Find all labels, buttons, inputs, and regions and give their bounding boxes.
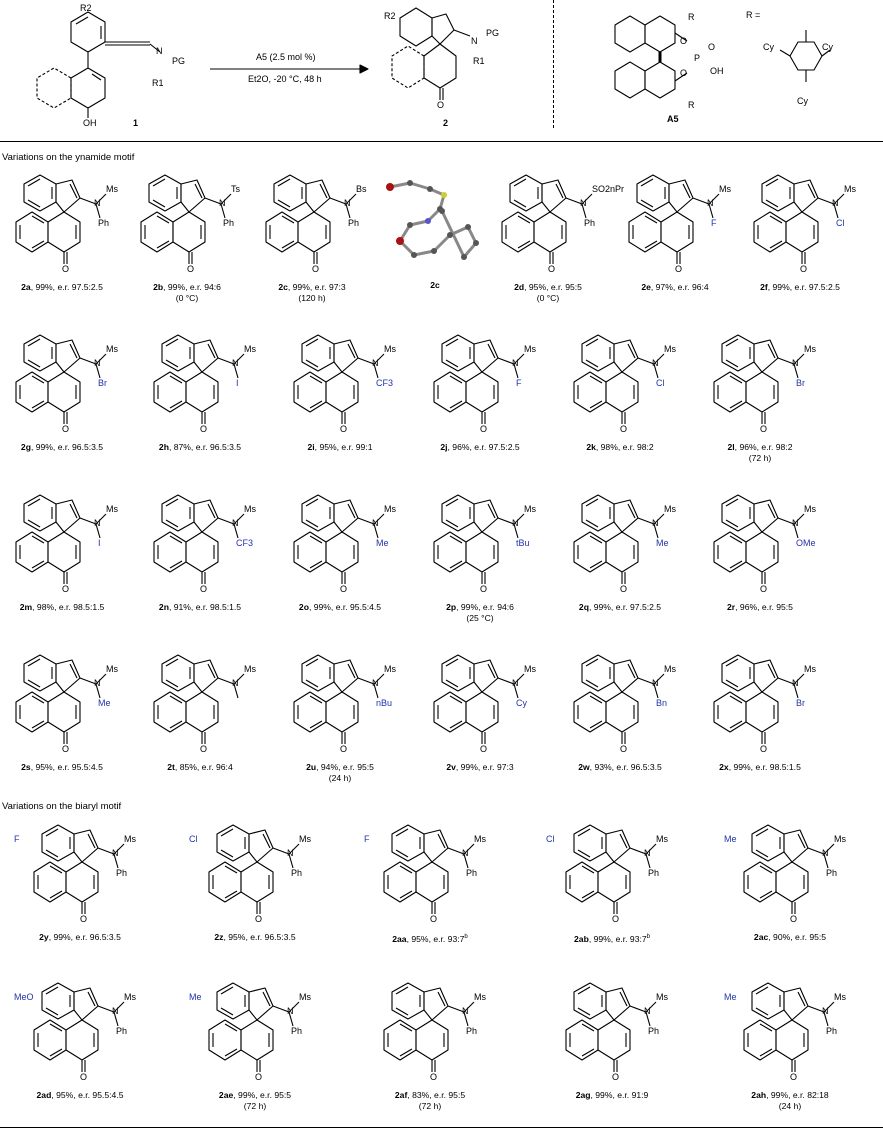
prod-compound-number: 2 bbox=[443, 118, 449, 128]
n-label: N bbox=[652, 358, 659, 368]
sm-pg-label: PG bbox=[172, 56, 186, 66]
caption-2w: 2w, 93%, e.r. 96.5:3.5 bbox=[578, 762, 662, 772]
caption-2ah: 2ah, 99%, e.r. 82:18 (24 h) bbox=[751, 1090, 829, 1111]
n-substituent-label: Ph bbox=[584, 218, 596, 228]
n-label: N bbox=[287, 1006, 294, 1016]
ring-substituent-label: Cl bbox=[189, 834, 198, 844]
cy-bottom: Cy bbox=[797, 96, 808, 106]
n-substituent-label: Cy bbox=[516, 698, 527, 708]
scheme-divider bbox=[553, 0, 554, 128]
sulfonyl-label: Ms bbox=[299, 834, 311, 844]
caption-2v: 2v, 99%, e.r. 97:3 bbox=[446, 762, 514, 772]
section-ynamide-title: Variations on the ynamide motif bbox=[2, 152, 135, 163]
n-substituent-label: OMe bbox=[796, 538, 816, 548]
carbonyl-o-label: O bbox=[340, 424, 348, 434]
prod-pg-label: PG bbox=[486, 28, 500, 38]
carbonyl-o-label: O bbox=[760, 424, 768, 434]
caption-2k: 2k, 98%, e.r. 98:2 bbox=[586, 442, 654, 452]
n-label: N bbox=[512, 358, 519, 368]
n-label: N bbox=[822, 848, 829, 858]
sulfonyl-label: Ms bbox=[656, 834, 668, 844]
n-substituent-label: Me bbox=[98, 698, 111, 708]
ring-substituent-label: Me bbox=[189, 992, 202, 1002]
sulfonyl-label: Ms bbox=[124, 992, 136, 1002]
n-label: N bbox=[94, 518, 101, 528]
n-substituent-label: Me bbox=[376, 538, 389, 548]
prod-r2-label: R2 bbox=[384, 11, 396, 21]
caption-2ag: 2ag, 99%, e.r. 91:9 bbox=[575, 1090, 649, 1100]
sulfonyl-label: Ms bbox=[804, 664, 816, 674]
n-substituent-label: Ph bbox=[291, 868, 303, 878]
carbonyl-o-label: O bbox=[760, 744, 768, 754]
sulfonyl-label: Ms bbox=[656, 992, 668, 1002]
sulfonyl-label: Ms bbox=[474, 834, 486, 844]
sulfonyl-label: Ms bbox=[524, 504, 536, 514]
carbonyl-o-label: O bbox=[800, 264, 808, 274]
sulfonyl-label: Ms bbox=[664, 344, 676, 354]
sulfonyl-label: Ms bbox=[244, 504, 256, 514]
n-substituent-label: I bbox=[236, 378, 239, 388]
carbonyl-o-label: O bbox=[62, 584, 70, 594]
n-label: N bbox=[512, 678, 519, 688]
n-label: N bbox=[832, 198, 839, 208]
sm-n-label: N bbox=[156, 46, 163, 56]
caption-2ac: 2ac, 90%, e.r. 95:5 bbox=[753, 932, 827, 942]
cy-right: Cy bbox=[822, 42, 833, 52]
n-label: N bbox=[287, 848, 294, 858]
caption-2h: 2h, 87%, e.r. 96.5:3.5 bbox=[158, 442, 242, 452]
n-label: N bbox=[344, 198, 351, 208]
ring-substituent-label: Cl bbox=[546, 834, 555, 844]
n-label: N bbox=[94, 678, 101, 688]
starting-material-structure bbox=[30, 0, 170, 130]
sulfonyl-label: Ms bbox=[524, 344, 536, 354]
sulfonyl-label: Ms bbox=[834, 992, 846, 1002]
sulfonyl-label: Ms bbox=[719, 184, 731, 194]
carbonyl-o-label: O bbox=[790, 914, 798, 924]
prod-o-label: O bbox=[437, 100, 445, 110]
sulfonyl-label: Ms bbox=[804, 344, 816, 354]
ring-substituent-label: F bbox=[364, 834, 370, 844]
caption-2ab: 2ab, 99%, e.r. 93:7$^b$ bbox=[574, 933, 650, 944]
n-substituent-label: Bn bbox=[656, 698, 668, 708]
caption-2s: 2s, 95%, e.r. 95.5:4.5 bbox=[21, 762, 103, 772]
n-substituent-label: Ph bbox=[348, 218, 360, 228]
n-substituent-label: Ph bbox=[648, 868, 660, 878]
carbonyl-o-label: O bbox=[430, 914, 438, 924]
n-substituent-label: Ph bbox=[116, 868, 128, 878]
carbonyl-o-label: O bbox=[62, 424, 70, 434]
ring-substituent-label: F bbox=[14, 834, 20, 844]
n-label: N bbox=[792, 678, 799, 688]
carbonyl-o-label: O bbox=[480, 584, 488, 594]
carbonyl-o-label: O bbox=[200, 424, 208, 434]
sulfonyl-label: Ms bbox=[106, 344, 118, 354]
carbonyl-o-label: O bbox=[548, 264, 556, 274]
carbonyl-o-label: O bbox=[612, 914, 620, 924]
sulfonyl-label: Ms bbox=[524, 664, 536, 674]
n-substituent-label: Cl bbox=[656, 378, 665, 388]
ring-substituent-label: MeO bbox=[14, 992, 34, 1002]
carbonyl-o-label: O bbox=[80, 1072, 88, 1082]
ring-substituent-label: Me bbox=[724, 992, 737, 1002]
caption-2aa: 2aa, 95%, e.r. 93:7$^b$ bbox=[392, 933, 468, 944]
carbonyl-o-label: O bbox=[790, 1072, 798, 1082]
section-biaryl-title: Variations on the biaryl motif bbox=[2, 801, 122, 812]
cat-r-top: R bbox=[688, 12, 695, 22]
carbonyl-o-label: O bbox=[340, 584, 348, 594]
n-label: N bbox=[232, 518, 239, 528]
sulfonyl-label: SO2nPr bbox=[592, 184, 625, 194]
ring-substituent-label: Me bbox=[724, 834, 737, 844]
caption-2f: 2f, 99%, e.r. 97.5:2.5 bbox=[760, 282, 840, 292]
caption-2n: 2n, 91%, e.r. 98.5:1.5 bbox=[158, 602, 242, 612]
caption-2l: 2l, 96%, e.r. 98:2 (72 h) bbox=[727, 442, 793, 463]
n-substituent-label: Me bbox=[656, 538, 669, 548]
n-label: N bbox=[792, 358, 799, 368]
cat-o1: O bbox=[680, 36, 688, 46]
carbonyl-o-label: O bbox=[187, 264, 195, 274]
carbonyl-o-label: O bbox=[200, 744, 208, 754]
n-label: N bbox=[512, 518, 519, 528]
caption-2y: 2y, 99%, e.r. 96.5:3.5 bbox=[39, 932, 121, 942]
n-substituent-label: Ph bbox=[291, 1026, 303, 1036]
carbonyl-o-label: O bbox=[430, 1072, 438, 1082]
carbonyl-o-label: O bbox=[760, 584, 768, 594]
caption-2i: 2i, 95%, e.r. 99:1 bbox=[307, 442, 373, 452]
n-label: N bbox=[372, 678, 379, 688]
n-substituent-label: Ph bbox=[648, 1026, 660, 1036]
caption-2j: 2j, 96%, e.r. 97.5:2.5 bbox=[440, 442, 520, 452]
caption-2ae: 2ae, 99%, e.r. 95:5 (72 h) bbox=[218, 1090, 292, 1111]
cat-r-bot: R bbox=[688, 100, 695, 110]
cat-label: A5 bbox=[667, 114, 679, 124]
carbonyl-o-label: O bbox=[312, 264, 320, 274]
n-label: N bbox=[580, 198, 587, 208]
carbonyl-o-label: O bbox=[620, 584, 628, 594]
divider-top bbox=[0, 141, 883, 142]
n-label: N bbox=[94, 358, 101, 368]
n-substituent-label: Ph bbox=[826, 1026, 838, 1036]
n-label: N bbox=[219, 198, 226, 208]
n-label: N bbox=[94, 198, 101, 208]
carbonyl-o-label: O bbox=[255, 1072, 263, 1082]
caption-2m: 2m, 98%, e.r. 98.5:1.5 bbox=[19, 602, 105, 612]
n-substituent-label: tBu bbox=[516, 538, 530, 548]
n-label: N bbox=[112, 848, 119, 858]
carbonyl-o-label: O bbox=[255, 914, 263, 924]
carbonyl-o-label: O bbox=[480, 424, 488, 434]
caption-2b: 2b, 99%, e.r. 94:6 (0 °C) bbox=[153, 282, 221, 303]
n-substituent-label: Ph bbox=[116, 1026, 128, 1036]
catalyst-loading: A5 (2.5 mol %) bbox=[256, 52, 316, 62]
sulfonyl-label: Ms bbox=[244, 344, 256, 354]
carbonyl-o-label: O bbox=[340, 744, 348, 754]
sm-r1-label: R1 bbox=[152, 78, 164, 88]
n-label: N bbox=[112, 1006, 119, 1016]
caption-2c: 2c, 99%, e.r. 97:3 (120 h) bbox=[278, 282, 346, 303]
carbonyl-o-label: O bbox=[200, 584, 208, 594]
n-label: N bbox=[822, 1006, 829, 1016]
sulfonyl-label: Ms bbox=[106, 504, 118, 514]
r-definition: R = bbox=[746, 10, 761, 20]
n-substituent-label: I bbox=[98, 538, 101, 548]
carbonyl-o-label: O bbox=[480, 744, 488, 754]
n-substituent-label: Ph bbox=[826, 868, 838, 878]
cat-oh: OH bbox=[710, 66, 724, 76]
sulfonyl-label: Ms bbox=[844, 184, 856, 194]
caption-2d: 2d, 95%, e.r. 95:5 (0 °C) bbox=[514, 282, 582, 303]
n-substituent-label: CF3 bbox=[376, 378, 394, 388]
caption-2o: 2o, 99%, e.r. 95.5:4.5 bbox=[298, 602, 382, 612]
caption-2t: 2t, 85%, e.r. 96:4 bbox=[167, 762, 233, 772]
sulfonyl-label: Ms bbox=[384, 504, 396, 514]
prod-n-label: N bbox=[471, 36, 478, 46]
sulfonyl-label: Ms bbox=[106, 184, 118, 194]
sulfonyl-label: Ms bbox=[244, 664, 256, 674]
caption-2z: 2z, 95%, e.r. 96.5:3.5 bbox=[214, 932, 296, 942]
cat-p: P bbox=[694, 53, 701, 63]
carbonyl-o-label: O bbox=[675, 264, 683, 274]
n-label: N bbox=[644, 848, 651, 858]
caption-2u: 2u, 94%, e.r. 95:5 (24 h) bbox=[306, 762, 374, 783]
sm-oh-label: OH bbox=[83, 118, 97, 128]
sm-compound-number: 1 bbox=[133, 118, 139, 128]
n-substituent-label: Ph bbox=[466, 1026, 478, 1036]
sulfonyl-label: Ms bbox=[664, 664, 676, 674]
divider-bottom bbox=[0, 1127, 883, 1128]
caption-2c: 2c bbox=[430, 280, 440, 290]
n-label: N bbox=[462, 1006, 469, 1016]
n-substituent-label: Br bbox=[98, 378, 107, 388]
sulfonyl-label: Bs bbox=[356, 184, 367, 194]
n-substituent-label: Br bbox=[796, 698, 805, 708]
cat-o2: O bbox=[708, 42, 716, 52]
catalyst-structure bbox=[605, 5, 715, 125]
n-substituent-label: F bbox=[516, 378, 522, 388]
caption-2g: 2g, 99%, e.r. 96.5:3.5 bbox=[20, 442, 104, 452]
n-substituent-label: CF3 bbox=[236, 538, 254, 548]
n-label: N bbox=[232, 678, 239, 688]
n-label: N bbox=[652, 678, 659, 688]
carbonyl-o-label: O bbox=[62, 264, 70, 274]
n-substituent-label: Ph bbox=[466, 868, 478, 878]
n-label: N bbox=[462, 848, 469, 858]
n-substituent-label: F bbox=[711, 218, 717, 228]
n-label: N bbox=[232, 358, 239, 368]
n-substituent-label: Ph bbox=[98, 218, 110, 228]
n-label: N bbox=[707, 198, 714, 208]
n-label: N bbox=[372, 358, 379, 368]
n-label: N bbox=[644, 1006, 651, 1016]
sulfonyl-label: Ms bbox=[124, 834, 136, 844]
caption-2q: 2q, 99%, e.r. 97.5:2.5 bbox=[578, 602, 662, 612]
caption-2ad: 2ad, 95%, e.r. 95.5:4.5 bbox=[36, 1090, 124, 1100]
r-aryl-structure bbox=[770, 22, 840, 102]
caption-2e: 2e, 97%, e.r. 96:4 bbox=[641, 282, 709, 292]
prod-r1-label: R1 bbox=[473, 56, 485, 66]
sulfonyl-label: Ts bbox=[231, 184, 240, 194]
carbonyl-o-label: O bbox=[80, 914, 88, 924]
n-substituent-label: Br bbox=[796, 378, 805, 388]
caption-2af: 2af, 83%, e.r. 95:5 (72 h) bbox=[394, 1090, 466, 1111]
xray-structure-2c bbox=[380, 165, 490, 275]
reaction-conditions: Et2O, -20 °C, 48 h bbox=[248, 74, 322, 84]
caption-2x: 2x, 99%, e.r. 98.5:1.5 bbox=[719, 762, 801, 772]
caption-2p: 2p, 99%, e.r. 94:6 (25 °C) bbox=[446, 602, 514, 623]
sulfonyl-label: Ms bbox=[474, 992, 486, 1002]
sulfonyl-label: Ms bbox=[106, 664, 118, 674]
sulfonyl-label: Ms bbox=[384, 664, 396, 674]
sulfonyl-label: Ms bbox=[834, 834, 846, 844]
n-label: N bbox=[792, 518, 799, 528]
carbonyl-o-label: O bbox=[620, 744, 628, 754]
sulfonyl-label: Ms bbox=[664, 504, 676, 514]
n-substituent-label: Cl bbox=[836, 218, 845, 228]
caption-2a: 2a, 99%, e.r. 97.5:2.5 bbox=[21, 282, 103, 292]
sulfonyl-label: Ms bbox=[299, 992, 311, 1002]
n-label: N bbox=[372, 518, 379, 528]
n-label: N bbox=[652, 518, 659, 528]
carbonyl-o-label: O bbox=[612, 1072, 620, 1082]
carbonyl-o-label: O bbox=[620, 424, 628, 434]
caption-2r: 2r, 96%, e.r. 95:5 bbox=[727, 602, 793, 612]
sulfonyl-label: Ms bbox=[384, 344, 396, 354]
cat-o3: O bbox=[680, 68, 688, 78]
carbonyl-o-label: O bbox=[62, 744, 70, 754]
sm-r2-label: R2 bbox=[80, 3, 92, 13]
n-substituent-label: Ph bbox=[223, 218, 235, 228]
cy-left: Cy bbox=[763, 42, 774, 52]
n-substituent-label: nBu bbox=[376, 698, 393, 708]
sulfonyl-label: Ms bbox=[804, 504, 816, 514]
